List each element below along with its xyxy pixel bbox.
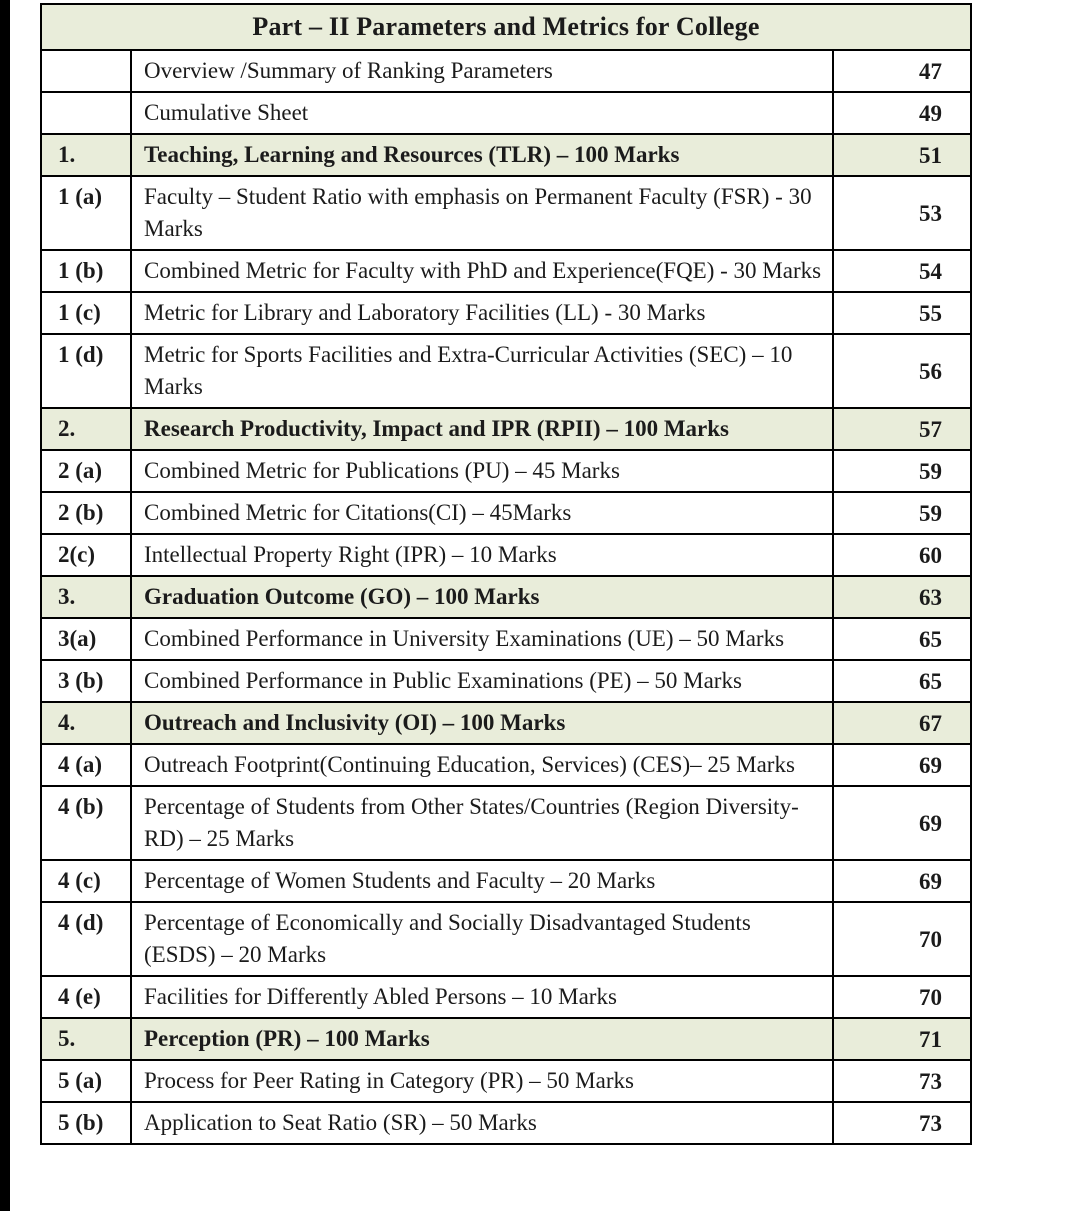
row-number: 4 (a) — [41, 744, 131, 786]
row-page-number: 47 — [833, 50, 971, 92]
table-row — [41, 744, 971, 786]
row-page-number: 73 — [833, 1102, 971, 1144]
row-number: 1 (a) — [41, 176, 131, 250]
row-description: Teaching, Learning and Resources (TLR) – 100 Marks — [131, 134, 833, 176]
table-row — [41, 50, 971, 92]
row-page-number: 56 — [833, 334, 971, 408]
row-number: 3(a) — [41, 618, 131, 660]
row-page-number: 55 — [833, 292, 971, 334]
table-row — [41, 92, 971, 134]
table-row — [41, 660, 971, 702]
table-row — [41, 1102, 971, 1144]
row-number: 1. — [41, 134, 131, 176]
row-number: 1 (c) — [41, 292, 131, 334]
row-page-number: 69 — [833, 860, 971, 902]
table-row — [41, 786, 971, 860]
row-description: Combined Metric for Faculty with PhD and Experience(FQE) - 30 Marks — [131, 250, 833, 292]
row-number: 1 (b) — [41, 250, 131, 292]
table-row — [41, 492, 971, 534]
row-number: 5. — [41, 1018, 131, 1060]
table-row — [41, 976, 971, 1018]
toc-body — [41, 50, 971, 1144]
row-page-number: 59 — [833, 450, 971, 492]
row-description: Percentage of Students from Other States/Countries (Region Diversity-RD) – 25 Marks — [131, 786, 833, 860]
row-page-number: 65 — [833, 660, 971, 702]
row-description: Outreach and Inclusivity (OI) – 100 Marks — [131, 702, 833, 744]
row-page-number: 60 — [833, 534, 971, 576]
row-number: 4 (b) — [41, 786, 131, 860]
table-row — [41, 134, 971, 176]
row-number: 1 (d) — [41, 334, 131, 408]
row-page-number: 69 — [833, 744, 971, 786]
row-number: 2. — [41, 408, 131, 450]
table-row — [41, 408, 971, 450]
row-description: Process for Peer Rating in Category (PR) – 50 Marks — [131, 1060, 833, 1102]
row-number: 4. — [41, 702, 131, 744]
table-row — [41, 576, 971, 618]
row-page-number: 71 — [833, 1018, 971, 1060]
row-page-number: 54 — [833, 250, 971, 292]
table-row — [41, 860, 971, 902]
row-page-number: 70 — [833, 902, 971, 976]
row-number: 5 (b) — [41, 1102, 131, 1144]
row-page-number: 49 — [833, 92, 971, 134]
row-number: 4 (e) — [41, 976, 131, 1018]
table-row — [41, 1060, 971, 1102]
row-number: 2(c) — [41, 534, 131, 576]
row-number: 3 (b) — [41, 660, 131, 702]
row-description: Research Productivity, Impact and IPR (RPII) – 100 Marks — [131, 408, 833, 450]
row-description: Perception (PR) – 100 Marks — [131, 1018, 833, 1060]
row-page-number: 67 — [833, 702, 971, 744]
row-number: 4 (d) — [41, 902, 131, 976]
row-number: 5 (a) — [41, 1060, 131, 1102]
row-page-number: 57 — [833, 408, 971, 450]
row-page-number: 51 — [833, 134, 971, 176]
table-row — [41, 702, 971, 744]
row-description: Combined Performance in Public Examinations (PE) – 50 Marks — [131, 660, 833, 702]
row-description: Application to Seat Ratio (SR) – 50 Marks — [131, 1102, 833, 1144]
table-row — [41, 250, 971, 292]
toc-table — [40, 3, 972, 1145]
row-description: Combined Metric for Publications (PU) – 45 Marks — [131, 450, 833, 492]
table-row — [41, 534, 971, 576]
table-row — [41, 450, 971, 492]
table-row — [41, 902, 971, 976]
table-header-row — [41, 4, 971, 50]
row-description: Combined Performance in University Examinations (UE) – 50 Marks — [131, 618, 833, 660]
table-row — [41, 176, 971, 250]
page-title: Part – II Parameters and Metrics for College — [41, 4, 971, 50]
row-page-number: 73 — [833, 1060, 971, 1102]
row-description: Facilities for Differently Abled Persons – 10 Marks — [131, 976, 833, 1018]
row-number: 2 (a) — [41, 450, 131, 492]
row-description: Intellectual Property Right (IPR) – 10 Marks — [131, 534, 833, 576]
row-number: 3. — [41, 576, 131, 618]
table-row — [41, 1018, 971, 1060]
row-description: Combined Metric for Citations(CI) – 45Marks — [131, 492, 833, 534]
scan-edge-band — [0, 0, 10, 1211]
row-number — [41, 92, 131, 134]
table-row — [41, 618, 971, 660]
table-row — [41, 334, 971, 408]
row-number — [41, 50, 131, 92]
row-description: Graduation Outcome (GO) – 100 Marks — [131, 576, 833, 618]
row-description: Outreach Footprint(Continuing Education, Services) (CES)– 25 Marks — [131, 744, 833, 786]
row-page-number: 69 — [833, 786, 971, 860]
row-description: Percentage of Women Students and Faculty – 20 Marks — [131, 860, 833, 902]
row-description: Metric for Sports Facilities and Extra-Curricular Activities (SEC) – 10 Marks — [131, 334, 833, 408]
table-row — [41, 292, 971, 334]
row-number: 2 (b) — [41, 492, 131, 534]
row-number: 4 (c) — [41, 860, 131, 902]
row-page-number: 53 — [833, 176, 971, 250]
row-description: Percentage of Economically and Socially Disadvantaged Students (ESDS) – 20 Marks — [131, 902, 833, 976]
row-page-number: 63 — [833, 576, 971, 618]
row-description: Faculty – Student Ratio with emphasis on Permanent Faculty (FSR) - 30 Marks — [131, 176, 833, 250]
row-description: Cumulative Sheet — [131, 92, 833, 134]
row-page-number: 59 — [833, 492, 971, 534]
row-description: Metric for Library and Laboratory Facilities (LL) - 30 Marks — [131, 292, 833, 334]
row-page-number: 65 — [833, 618, 971, 660]
row-page-number: 70 — [833, 976, 971, 1018]
row-description: Overview /Summary of Ranking Parameters — [131, 50, 833, 92]
